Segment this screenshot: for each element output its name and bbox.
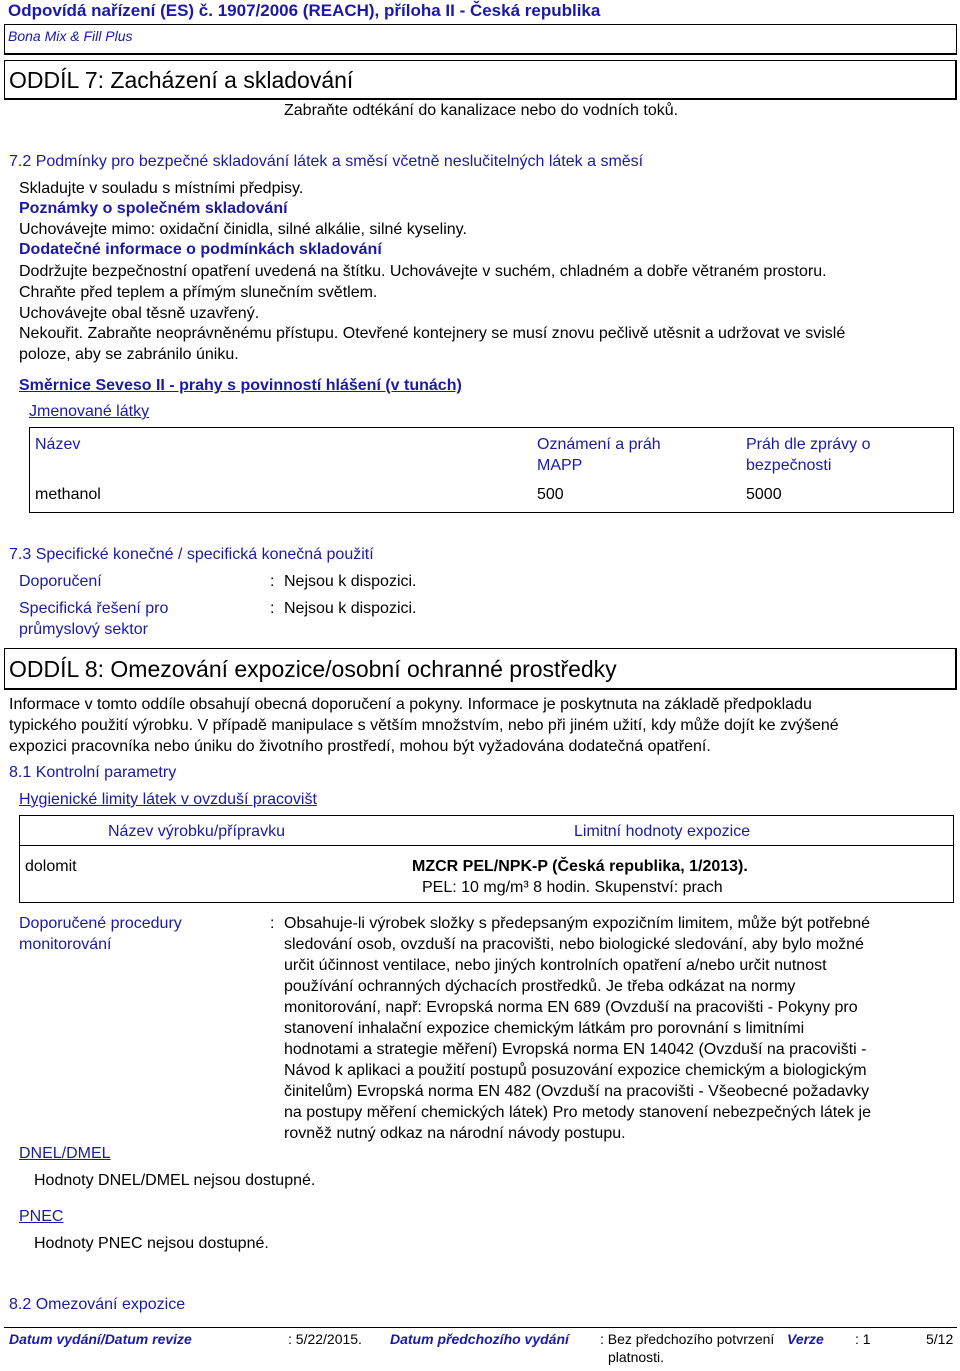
recommendations-value: Nejsou k dispozici. — [284, 573, 417, 590]
footer-version-label: Verze — [787, 1331, 824, 1347]
named-substances-heading: Jmenované látky — [29, 403, 150, 420]
monitoring-label-2: monitorování — [19, 936, 112, 953]
pnec-text: Hodnoty PNEC nejsou dostupné. — [34, 1235, 269, 1252]
seveso-col-safety-2: bezpečnosti — [746, 457, 832, 474]
section-8-title: ODDÍL 8: Omezování expozice/osobní ochranné prostředky — [9, 656, 617, 682]
footer-issue-label: Datum vydání/Datum revize — [9, 1331, 192, 1347]
recommendations-colon: : — [270, 573, 275, 590]
limits-row-pel: PEL: 10 mg/m³ 8 hodin. Skupenství: prach — [422, 879, 723, 896]
storage-local-regs: Skladujte v souladu s místními předpisy. — [19, 180, 304, 197]
seveso-col-notice: Oznámení a práh — [537, 436, 661, 453]
drain-warning: Zabraňte odtékání do kanalizace nebo do vodních toků. — [284, 102, 679, 119]
footer-issue-value: : 5/22/2015. — [288, 1331, 362, 1347]
monitoring-line: hodnotami a strategie měření) Evropská norma EN 14042 (Ovzduší na pracovišti - — [284, 1041, 867, 1058]
dnel-text: Hodnoty DNEL/DMEL nejsou dostupné. — [34, 1172, 316, 1189]
seveso-row-name: methanol — [35, 486, 101, 503]
subsection-7-3-heading: 7.3 Specifické konečné / specifická konečná použití — [9, 546, 374, 563]
additional-storage-text-4: Nekouřit. Zabraňte neoprávněnému přístupu. Otevřené kontejnery se musí znovu pečlivě utěsnit a udržovat ve svislé — [19, 325, 846, 342]
footer-prev-value-2: platnosti. — [608, 1349, 665, 1365]
footer-prev-label: Datum předchozího vydání — [390, 1331, 569, 1347]
monitoring-line: na postupy měření chemických látek) Pro metody stanovení nebezpečných látek je — [284, 1104, 871, 1121]
common-storage-heading: Poznámky o společném skladování — [19, 200, 288, 217]
limits-row-name: dolomit — [25, 858, 77, 875]
monitoring-text — [284, 913, 956, 1144]
additional-storage-text-3: Uchovávejte obal těsně uzavřený. — [19, 305, 260, 322]
exposure-limits-heading: Hygienické limity látek v ovzduší pracovišt — [19, 791, 317, 808]
section-7-title: ODDÍL 7: Zacházení a skladování — [9, 67, 354, 93]
section-8-intro-2: typického použití výrobku. V případě manipulace s větším množstvím, nebo při jiném užití, kdy může dojít ke zvýšené — [9, 717, 839, 734]
footer-prev-value: : Bez předchozího potvrzení — [600, 1331, 775, 1347]
seveso-col-notice-2: MAPP — [537, 457, 583, 474]
monitoring-line: stanovení inhalační expozice chemickým látkám pro porovnání s limitními — [284, 1020, 805, 1037]
industrial-value: Nejsou k dispozici. — [284, 600, 417, 617]
regulation-header: Odpovídá nařízení (ES) č. 1907/2006 (REACH), příloha II - Česká republika — [8, 1, 601, 20]
common-storage-text: Uchovávejte mimo: oxidační činidla, silné alkálie, silné kyseliny. — [19, 221, 467, 238]
subsection-8-2-heading: 8.2 Omezování expozice — [9, 1296, 186, 1313]
footer-divider — [4, 1327, 957, 1328]
additional-storage-text-1: Dodržujte bezpečnostní opatření uvedená na štítku. Uchovávejte v suchém, chladném a dobře větraném prostoru. — [19, 263, 827, 280]
section-8-intro-3: expozici pracovníka nebo úniku do životního prostředí, mohou být vyžadována dodatečná opatření. — [9, 738, 711, 755]
subsection-8-1-heading: 8.1 Kontrolní parametry — [9, 764, 177, 781]
monitoring-line: Obsahuje-li výrobek složky s předepsaným expozičním limitem, může být potřebné — [284, 915, 871, 932]
limits-col-limits: Limitní hodnoty expozice — [574, 823, 751, 840]
seveso-col-name: Název — [35, 436, 81, 453]
additional-storage-text-5: poloze, aby se zabránilo úniku. — [19, 346, 239, 363]
monitoring-line: monitorování, např: Evropská norma EN 689 (Ovzduší na pracovišti - Pokyny pro — [284, 999, 858, 1016]
monitoring-line: určit účinnost ventilace, nebo jiných kontrolních opatření a/nebo určit nutnost — [284, 957, 827, 974]
footer-page-number: 5/12 — [926, 1331, 954, 1347]
section-8-intro-1: Informace v tomto oddíle obsahují obecná doporučení a pokyny. Informace je poskytnuta na základě předpokladu — [9, 696, 812, 713]
monitoring-line: činitelům) Evropská norma EN 482 (Ovzduší na pracovišti - Všeobecné požadavky — [284, 1083, 870, 1100]
monitoring-line: rovněž nutný odkaz na národní návody postupu. — [284, 1125, 626, 1142]
monitoring-line: Návod k aplikaci a použití postupů posuzování expozice chemickým a biologickým — [284, 1062, 867, 1079]
monitoring-line: používání ochranných dýchacích prostředků. Je třeba odkázat na normy — [284, 978, 796, 995]
product-name: Bona Mix & Fill Plus — [8, 28, 133, 44]
dnel-heading: DNEL/DMEL — [19, 1145, 111, 1162]
seveso-row-notice: 500 — [537, 486, 564, 503]
monitoring-label: Doporučené procedury — [19, 915, 182, 932]
monitoring-colon: : — [270, 915, 275, 932]
monitoring-line: sledování osob, ovzduší na pracovišti, nebo biologické sledování, aby bylo možné — [284, 936, 864, 953]
subsection-7-2-heading: 7.2 Podmínky pro bezpečné skladování látek a směsí včetně neslučitelných látek a směsí — [9, 153, 644, 170]
footer-version-value: : 1 — [855, 1331, 871, 1347]
pnec-heading: PNEC — [19, 1208, 64, 1225]
limits-col-product: Název výrobku/přípravku — [108, 823, 285, 840]
industrial-colon: : — [270, 600, 275, 617]
product-band — [4, 24, 957, 55]
limits-row-regulation: MZCR PEL/NPK-P (Česká republika, 1/2013). — [412, 858, 748, 875]
recommendations-label: Doporučení — [19, 573, 102, 590]
seveso-col-safety: Práh dle zprávy o — [746, 436, 871, 453]
industrial-label-2: průmyslový sektor — [19, 621, 148, 638]
seveso-heading: Směrnice Seveso II - prahy s povinností hlášení (v tunách) — [19, 377, 462, 394]
exposure-limits-divider — [19, 845, 954, 846]
additional-storage-text-2: Chraňte před teplem a přímým slunečním světlem. — [19, 284, 378, 301]
additional-storage-heading: Dodatečné informace o podmínkách skladování — [19, 241, 382, 258]
seveso-row-safety: 5000 — [746, 486, 782, 503]
industrial-label: Specifická řešení pro — [19, 600, 169, 617]
